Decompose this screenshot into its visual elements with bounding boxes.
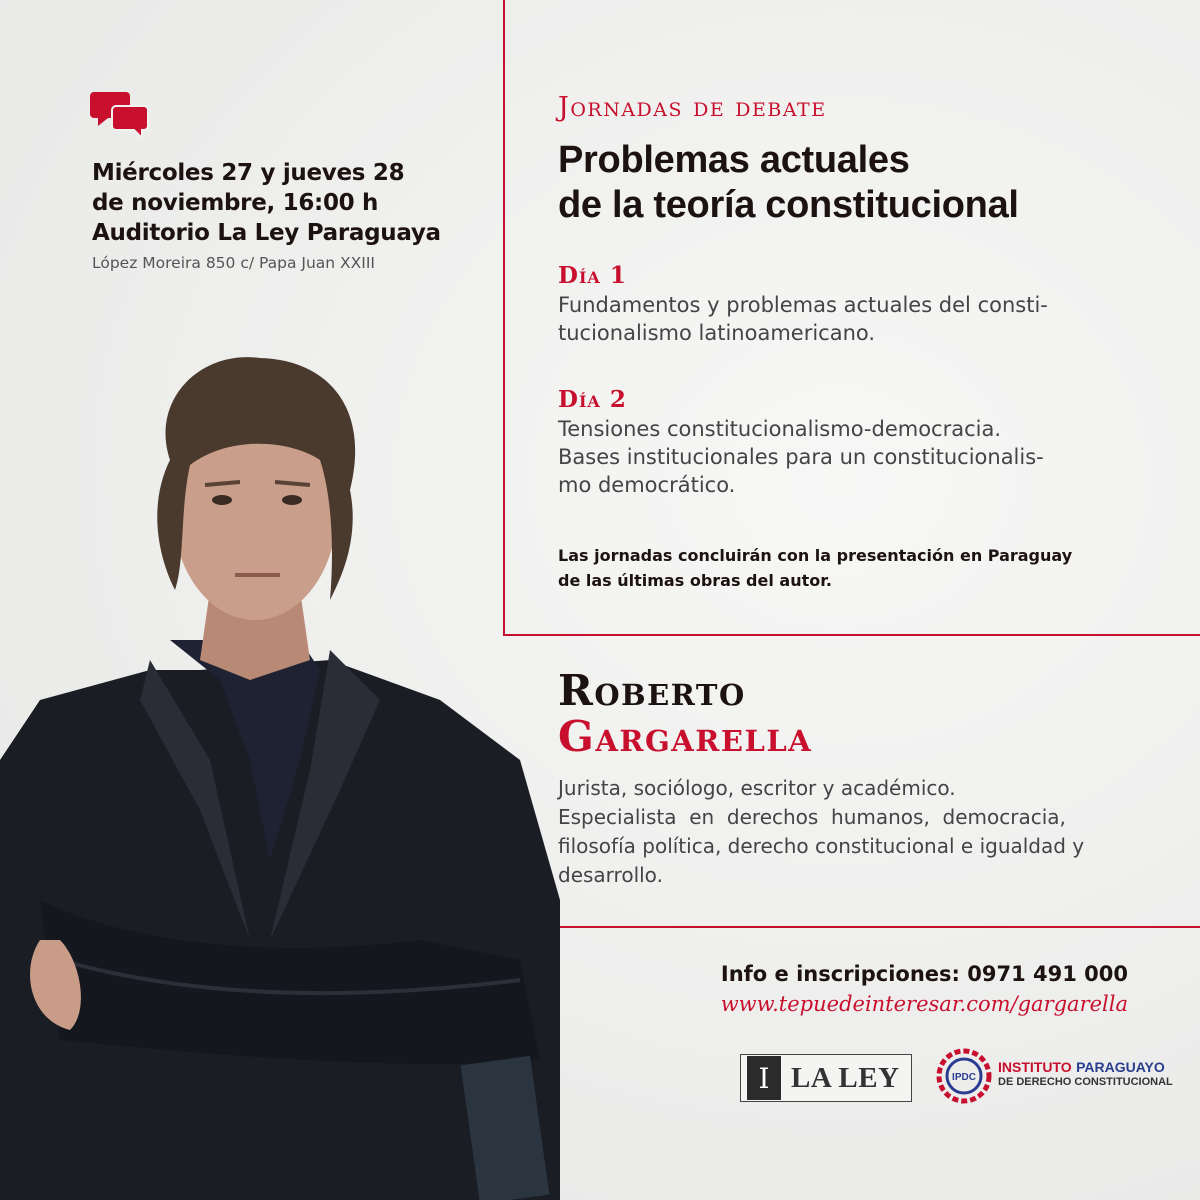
day-2-description: [558, 415, 1138, 499]
event-dates: Miércoles 27 y jueves 28: [92, 160, 405, 186]
contact-url-link[interactable]: www.tepuedeinteresar.com/gargarella: [720, 992, 1128, 1016]
contact-info: [721, 962, 1128, 1016]
day-2-line: Bases institucionales para un constitucionalis-: [558, 445, 1044, 469]
day-1-label: Día 1: [558, 262, 627, 289]
bio-line: desarrollo.: [558, 863, 663, 887]
event-details: [92, 158, 441, 272]
ipdc-seal-text: IPDC: [952, 1072, 976, 1083]
day-2-line: mo democrático.: [558, 473, 736, 497]
day-1-line: Fundamentos y problemas actuales del consti-: [558, 293, 1048, 317]
title-line-1: Problemas actuales: [558, 139, 910, 181]
speaker-name: [558, 668, 1138, 760]
day-2-line: Tensiones constitucionalismo-democracia.: [558, 417, 1002, 441]
event-title: [558, 138, 1138, 228]
title-line-2: de la teoría constitucional: [558, 184, 1019, 226]
speaker-first-name: Roberto: [558, 666, 746, 715]
day-2-block: [558, 386, 1138, 499]
closing-note: [558, 543, 1138, 593]
event-venue: Auditorio La Ley Paraguaya: [92, 220, 441, 246]
event-time: de noviembre, 16:00 h: [92, 190, 379, 216]
chat-bubbles-icon: [90, 88, 150, 138]
horizontal-divider-bottom: [503, 926, 1200, 928]
event-kicker: Jornadas de debate: [558, 92, 827, 123]
la-ley-text: LA LEY: [791, 1061, 900, 1094]
closing-line: de las últimas obras del autor.: [558, 571, 832, 590]
la-ley-logo: [740, 1054, 912, 1102]
speaker-portrait: [0, 340, 560, 1200]
horizontal-divider-top: [503, 634, 1200, 636]
day-2-label: Día 2: [558, 386, 627, 413]
event-address: López Moreira 850 c/ Papa Juan XXIII: [92, 254, 376, 272]
ipdc-word-1: INSTITUTO: [998, 1059, 1072, 1075]
ipdc-logo: [936, 1046, 1173, 1106]
ipdc-seal-icon: [936, 1048, 992, 1104]
day-1-description: [558, 291, 1138, 347]
speaker-last-name: Gargarella: [558, 712, 813, 761]
ipdc-name: [998, 1060, 1173, 1090]
bio-line: filosofía política, derecho constitucional e igualdad y: [558, 834, 1085, 858]
bio-line: Jurista, sociólogo, escritor y académico.: [558, 776, 956, 800]
ipdc-word-2: PARAGUAYO: [1076, 1059, 1165, 1075]
contact-phone: Info e inscripciones: 0971 491 000: [720, 962, 1128, 986]
day-1-block: [558, 262, 1138, 347]
closing-line: Las jornadas concluirán con la presentación en Paraguay: [558, 546, 1073, 565]
la-ley-mark: I: [747, 1056, 781, 1100]
speaker-bio: [558, 774, 1130, 890]
bio-line: Especialista en derechos humanos, democracia,: [558, 805, 1066, 829]
day-1-line: tucionalismo latinoamericano.: [558, 321, 876, 345]
ipdc-line-2: DE DERECHO CONSTITUCIONAL: [998, 1076, 1173, 1088]
